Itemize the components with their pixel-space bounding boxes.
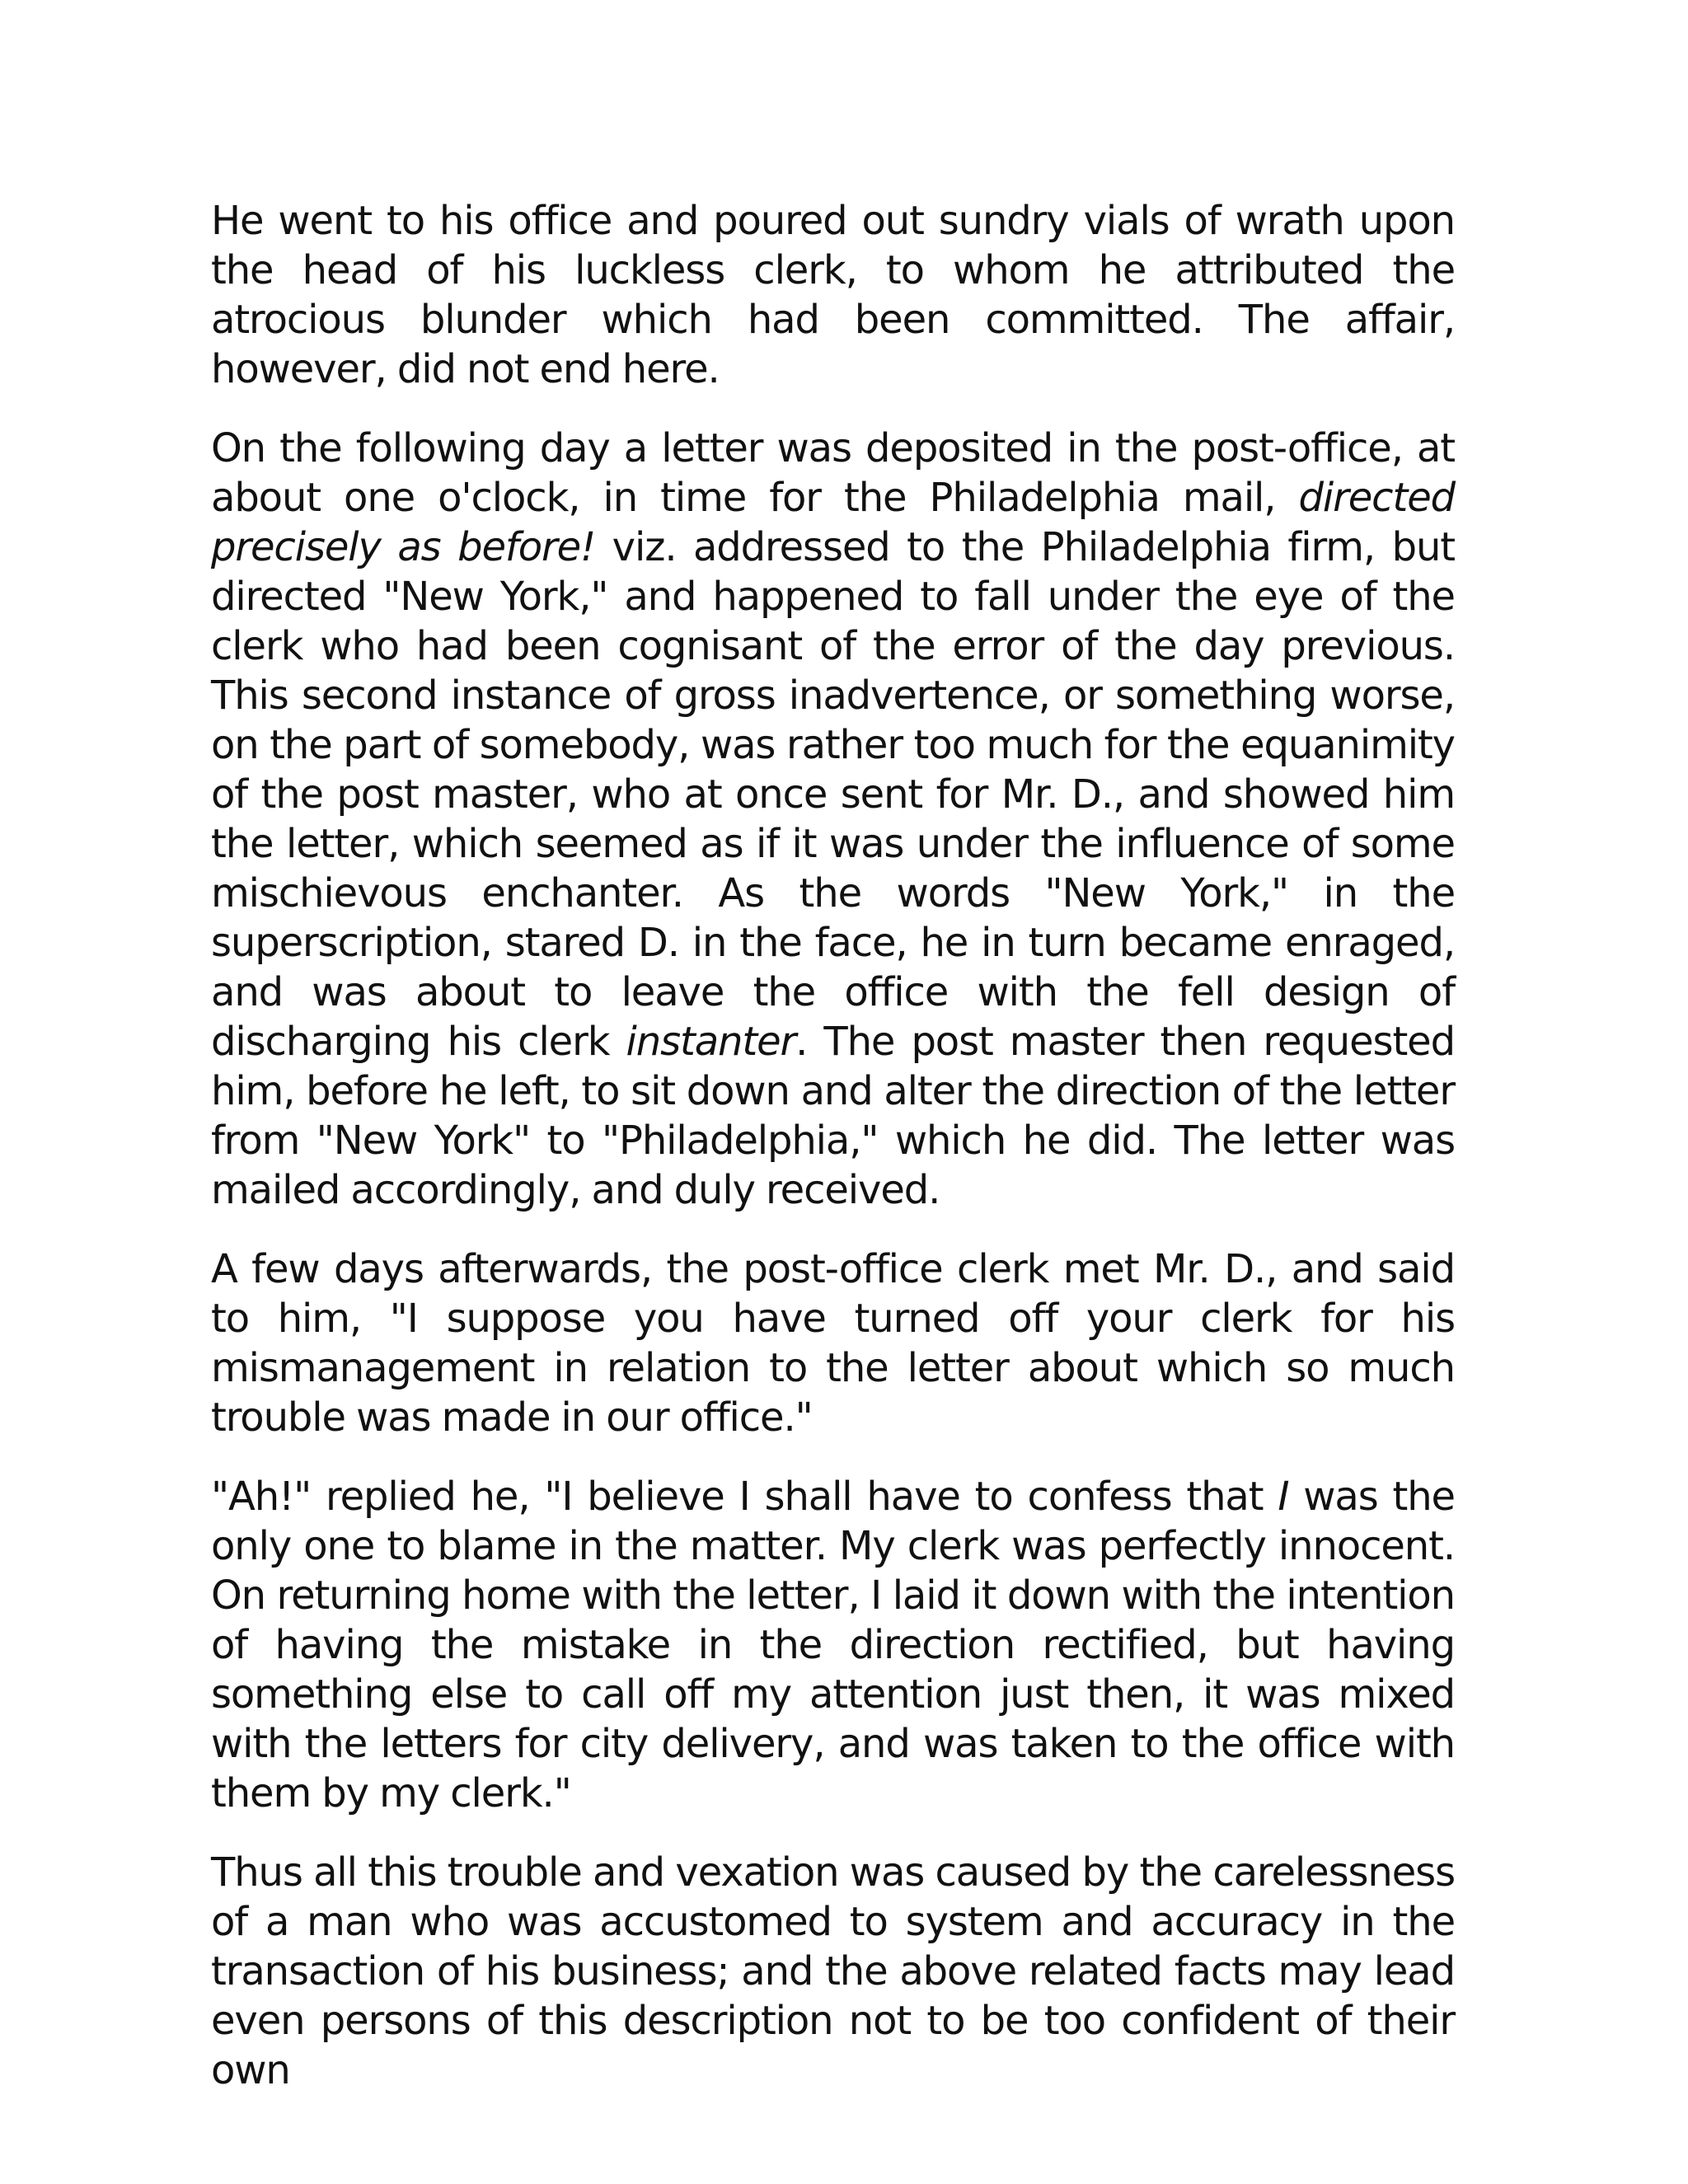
paragraph-text: He went to his office and poured out sundry vials of wrath upon the head of his luckless clerk, to whom he attributed the atrocious blunder which had been committed. The affair, however, did not end here. bbox=[211, 198, 1455, 392]
paragraph-text: Thus all this trouble and vexation was caused by the carelessness of a man who was accustomed to system and accuracy in the transaction of his business; and the above related facts may lead even persons of this description not to be too confident of their own bbox=[211, 1849, 1455, 2093]
paragraph-3 bbox=[211, 1244, 1455, 1442]
paragraph-1 bbox=[211, 196, 1455, 394]
paragraph-text: was the only one to blame in the matter. My clerk was perfectly innocent. On returning home with the letter, I laid it down with the intention of having the mistake in the direction rectified, but having something else to call off my attention just then, it was mixed with the letters for city delivery, and was taken to the office with them by my clerk." bbox=[211, 1474, 1455, 1816]
paragraph-4 bbox=[211, 1472, 1455, 1818]
italic-emphasis: directed precisely as before! bbox=[211, 475, 1455, 570]
paragraph-2 bbox=[211, 424, 1455, 1215]
italic-emphasis: I bbox=[1278, 1474, 1289, 1520]
paragraph-text: "Ah!" replied he, "I believe I shall have to confess that bbox=[211, 1474, 1278, 1520]
italic-emphasis: instanter bbox=[626, 1019, 796, 1065]
paragraph-text: . The post master then requested him, before he left, to sit down and alter the direction of the letter from "New York" to "Philadelphia," which he did. The letter was mailed accordingly, and duly received. bbox=[211, 1019, 1455, 1213]
paragraph-text: viz. addressed to the Philadelphia firm, but directed "New York," and happened to fall under the eye of the clerk who had been cognisant of the error of the day previous. This second instance of gross inadvertence, or something worse, on the part of somebody, was rather too much for the equanimity of the post master, who at once sent for Mr. D., and showed him the letter, which seemed as if it was under the influence of some mischievous enchanter. As the words "New York," in the superscription, stared D. in the face, he in turn became enraged, and was about to leave the office with the fell design of discharging his clerk bbox=[211, 524, 1455, 1065]
paragraph-text: A few days afterwards, the post-office clerk met Mr. D., and said to him, "I suppose you have turned off your clerk for his mismanagement in relation to the letter about which so much trouble was made in our office." bbox=[211, 1246, 1455, 1441]
paragraph-5 bbox=[211, 1848, 1455, 2095]
document-page bbox=[211, 196, 1455, 2125]
paragraph-text: On the following day a letter was deposited in the post-office, at about one o'clock, in time for the Philadelphia mail, bbox=[211, 425, 1455, 521]
